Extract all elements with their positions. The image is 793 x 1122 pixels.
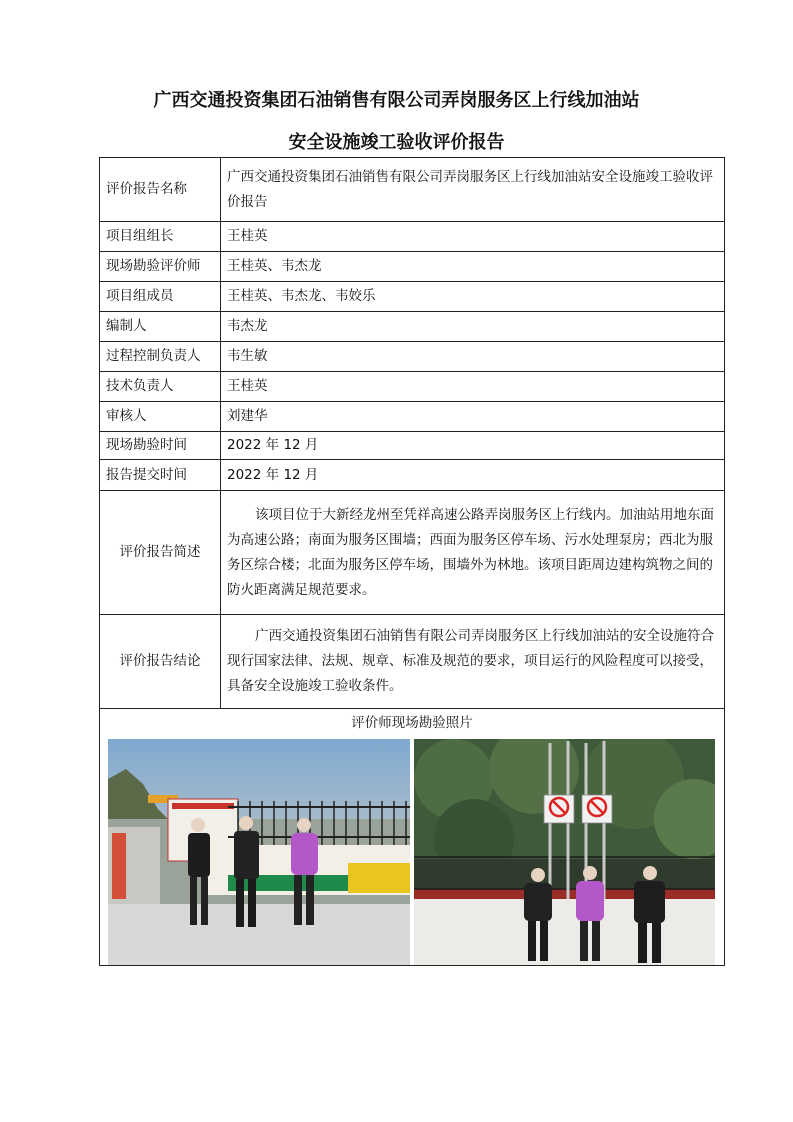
row-label: 评价报告名称 (100, 158, 221, 222)
table-row (100, 222, 725, 252)
row-value: 刘建华 (221, 402, 725, 432)
row-label: 技术负责人 (100, 372, 221, 402)
photos-cell (100, 709, 725, 966)
row-value: 王桂英、韦杰龙 (221, 252, 725, 282)
row-label: 现场勘验评价师 (100, 252, 221, 282)
row-label: 过程控制负责人 (100, 342, 221, 372)
row-label: 编制人 (100, 312, 221, 342)
table-row (100, 460, 725, 491)
row-value: 韦生敏 (221, 342, 725, 372)
table-row (100, 372, 725, 402)
row-value: 广西交通投资集团石油销售有限公司弄岗服务区上行线加油站安全设施竣工验收评价报告 (221, 158, 725, 222)
table-row (100, 432, 725, 460)
table-row (100, 312, 725, 342)
row-label: 现场勘验时间 (100, 432, 221, 460)
row-value: 王桂英 (221, 372, 725, 402)
report-info-table (99, 157, 725, 966)
table-row (100, 342, 725, 372)
document-title-line1: 广西交通投资集团石油销售有限公司弄岗服务区上行线加油站 (153, 90, 640, 111)
row-label: 审核人 (100, 402, 221, 432)
table-row (100, 282, 725, 312)
conclusion-label: 评价报告结论 (100, 615, 221, 709)
site-photo-dispenser-area (108, 739, 410, 965)
row-label: 项目组成员 (100, 282, 221, 312)
site-photo-vent-pipes (414, 739, 715, 965)
summary-row (100, 491, 725, 615)
photos-row (100, 709, 725, 966)
table-row (100, 402, 725, 432)
summary-text: 该项目位于大新经龙州至凭祥高速公路弄岗服务区上行线内。加油站用地东面为高速公路；南面为服务区围墙；西面为服务区停车场、污水处理泵房；西北为服务区综合楼；北面为服务区停车场，围墙外为林地。该项目距周边建构筑物之间的防火距离满足规范要求。 (221, 491, 725, 615)
conclusion-row (100, 615, 725, 709)
table-row (100, 252, 725, 282)
row-label: 项目组组长 (100, 222, 221, 252)
row-value: 王桂英、韦杰龙、韦姣乐 (221, 282, 725, 312)
row-label: 报告提交时间 (100, 460, 221, 491)
photos-title: 评价师现场勘验照片 (351, 715, 473, 731)
row-value: 2022 年 12 月 (221, 432, 725, 460)
table-row (100, 158, 725, 222)
row-value: 韦杰龙 (221, 312, 725, 342)
conclusion-text: 广西交通投资集团石油销售有限公司弄岗服务区上行线加油站的安全设施符合现行国家法律、法规、规章、标准及规范的要求，项目运行的风险程度可以接受，具备安全设施竣工验收条件。 (221, 615, 725, 709)
summary-label: 评价报告简述 (100, 491, 221, 615)
row-value: 2022 年 12 月 (221, 460, 725, 491)
row-value: 王桂英 (221, 222, 725, 252)
document-title-line2: 安全设施竣工验收评价报告 (288, 132, 505, 153)
photo-row (100, 735, 724, 963)
